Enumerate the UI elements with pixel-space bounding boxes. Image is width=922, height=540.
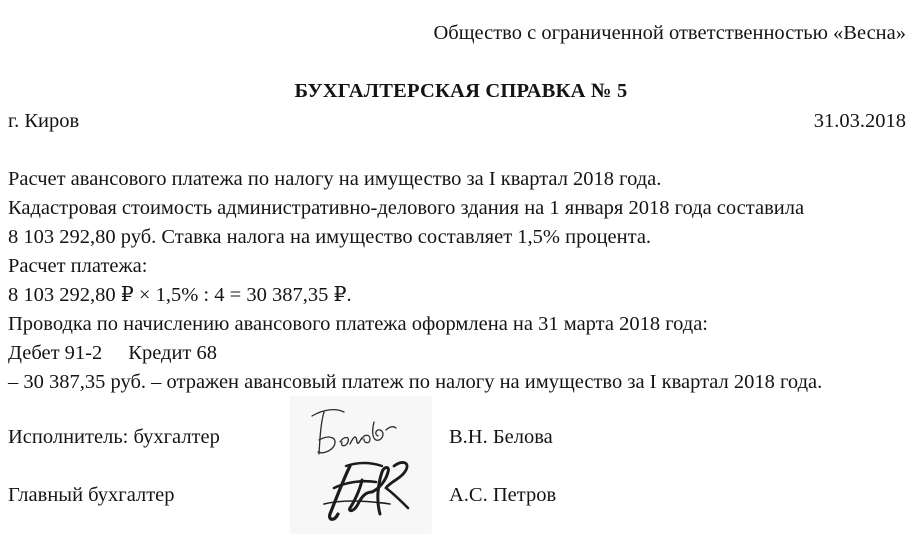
body-line-3: 8 103 292,80 руб. Ставка налога на имущество составляет 1,5% процента. bbox=[8, 226, 652, 248]
body-line-1: Расчет авансового платежа по налогу на имущество за I квартал 2018 года. bbox=[8, 168, 662, 190]
document-city: г. Киров bbox=[8, 110, 80, 132]
debit-account: Дебет 91-2 bbox=[8, 342, 103, 364]
chief-accountant-name: А.С. Петров bbox=[449, 484, 557, 506]
body-line-4: Расчет платежа: bbox=[8, 255, 148, 277]
accounting-entry bbox=[8, 341, 217, 365]
credit-account: Кредит 68 bbox=[128, 342, 218, 364]
body-line-2: Кадастровая стоимость административно-делового здания на 1 января 2018 года составила bbox=[8, 197, 805, 219]
organization-name: Общество с ограниченной ответственностью «Весна» bbox=[433, 22, 906, 44]
executor-label: Исполнитель: бухгалтер bbox=[8, 426, 220, 448]
chief-signature bbox=[324, 463, 408, 520]
document-date: 31.03.2018 bbox=[813, 110, 906, 132]
entry-description: – 30 387,35 руб. – отражен авансовый платеж по налогу на имущество за I квартал 2018 года. bbox=[8, 371, 823, 393]
body-line-6: Проводка по начислению авансового платежа оформлена на 31 марта 2018 года: bbox=[8, 313, 708, 335]
executor-name: В.Н. Белова bbox=[449, 426, 553, 448]
signature-area bbox=[290, 396, 432, 534]
executor-signature bbox=[312, 410, 396, 454]
document-title: БУХГАЛТЕРСКАЯ СПРАВКА № 5 bbox=[294, 80, 628, 102]
calculation-formula: 8 103 292,80 ₽ × 1,5% : 4 = 30 387,35 ₽. bbox=[8, 284, 352, 306]
chief-accountant-label: Главный бухгалтер bbox=[8, 484, 175, 506]
signatures-image bbox=[290, 396, 432, 534]
